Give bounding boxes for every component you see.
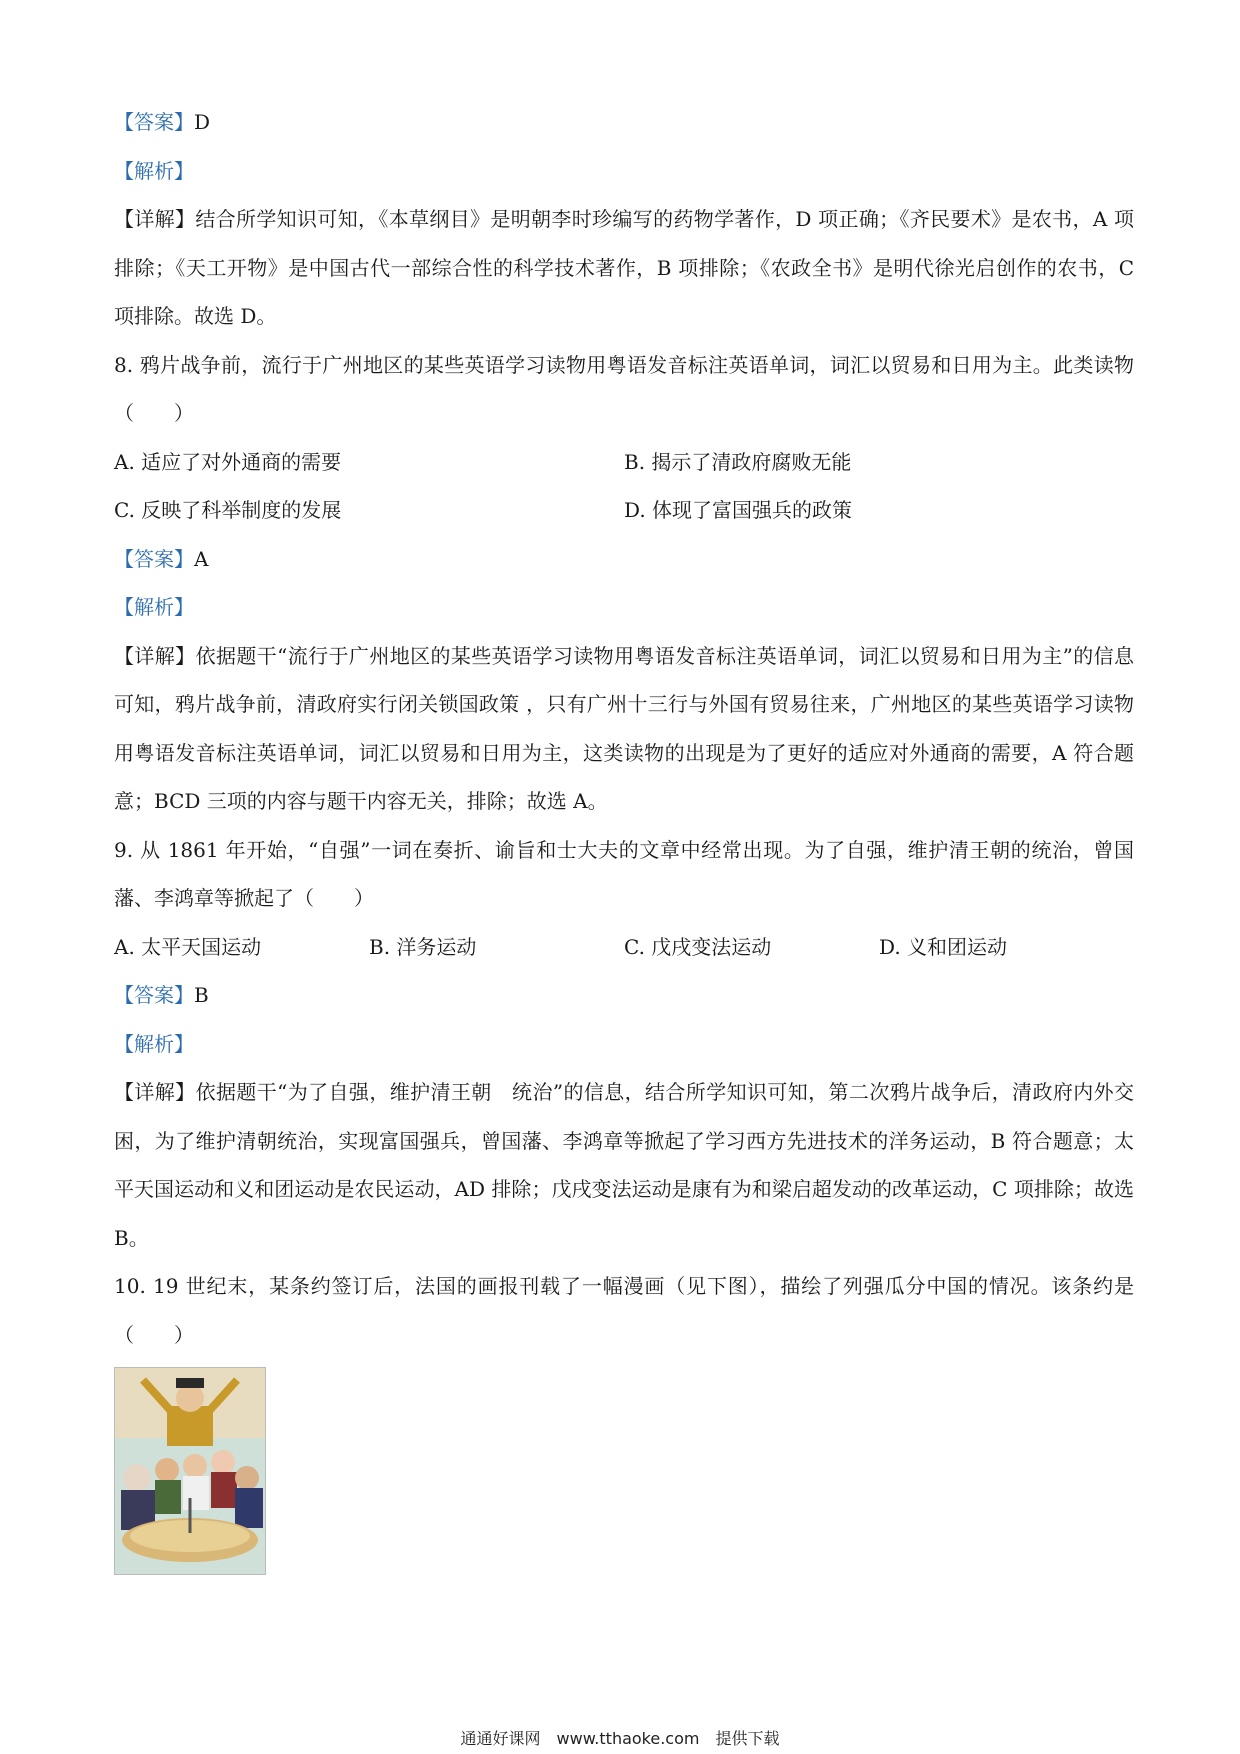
- answer-value: A: [194, 546, 209, 571]
- q9-analysis: [114, 1020, 1134, 1069]
- q7-answer: [114, 98, 1134, 147]
- q8-option-c: C. 反映了科举制度的发展: [114, 498, 342, 522]
- cartoon-illustration: [115, 1368, 265, 1574]
- detail-text: 依据题干“流行于广州地区的某些英语学习读物用粤语发音标注英语单词，词汇以贸易和日用为主”的信息可知，鸦片战争前，清政府实行闭关锁国政策 ，只有广州十三行与外国有贸易往来，广州地区的某些英语学习读物用粤语发音标注英语单词，词汇以贸易和日用为主，这类读物的出现是为了更好的适应对外通商的需要，A 符合题意；BCD 三项的内容与题干内容无关，排除；故选 A。: [114, 643, 1135, 813]
- analysis-tag: 【解析】: [114, 1031, 194, 1056]
- q7-analysis: [114, 147, 1134, 196]
- q8-option-a: A. 适应了对外通商的需要: [114, 449, 342, 474]
- analysis-tag: 【解析】: [114, 595, 194, 619]
- q7-detail: [114, 195, 1134, 341]
- q9-stem: 9. 从 1861 年开始，“自强”一词在奏折、谕旨和士大夫的文章中经常出现。为了自强，维护清王朝的统治，曾国藩、李鸿章等掀起了（ ）: [114, 837, 1134, 910]
- answer-value: D: [194, 110, 211, 134]
- answer-tag: 【答案】: [114, 110, 194, 134]
- q8-options-row-1: [114, 438, 1134, 487]
- detail-tag: 【详解】: [114, 643, 196, 668]
- q9-option-b: B. 洋务运动: [369, 934, 477, 959]
- q9-options-row: [114, 923, 1134, 972]
- q8-detail: [114, 632, 1134, 826]
- cartoon-figure: [114, 1367, 266, 1575]
- answer-tag: 【答案】: [114, 983, 194, 1007]
- q8-stem: 8. 鸦片战争前，流行于广州地区的某些英语学习读物用粤语发音标注英语单词，词汇以贸易和日用为主。此类读物（ ）: [114, 352, 1134, 425]
- page-footer: 通通好课网 www.tthaoke.com 提供下载: [460, 1729, 780, 1748]
- detail-tag: 【详解】: [114, 1080, 196, 1104]
- detail-text: 依据题干“为了自强，维护清王朝 统治”的信息，结合所学知识可知，第二次鸦片战争后，清政府内外交困，为了维护清朝统治，实现富国强兵，曾国藩、李鸿章等掀起了学习西方先进技术的洋务运动，B 符合题意；太平天国运动和义和团运动是农民运动，AD 排除；戊戌变法运动是康有为和梁启超发动的改革运动，C 项排除；故选 B。: [114, 1080, 1135, 1250]
- detail-tag: 【详解】: [114, 207, 196, 231]
- answer-tag: 【答案】: [114, 546, 194, 571]
- q8-option-d: D. 体现了富国强兵的政策: [624, 498, 853, 522]
- q9-option-a: A. 太平天国运动: [114, 934, 262, 959]
- q9-option-c: C. 戊戌变法运动: [624, 934, 772, 959]
- answer-value: B: [194, 983, 209, 1007]
- q9-option-d: D. 义和团运动: [879, 934, 1008, 959]
- page-content: [114, 98, 1134, 1575]
- q8-options-row-2: [114, 486, 1134, 535]
- q8-analysis: [114, 583, 1134, 632]
- q8-option-b: B. 揭示了清政府腐败无能: [624, 449, 852, 474]
- q10-stem: 10. 19 世纪末，某条约签订后，法国的画报刊载了一幅漫画（见下图），描绘了列强瓜分中国的情况。该条约是（ ）: [114, 1274, 1134, 1347]
- q9-detail: [114, 1068, 1134, 1262]
- q8-answer: [114, 535, 1134, 584]
- analysis-tag: 【解析】: [114, 158, 194, 183]
- q9-answer: [114, 971, 1134, 1020]
- detail-text: 结合所学知识可知，《本草纲目》是明朝李时珍编写的药物学著作，D 项正确；《齐民要术》是农书，A 项排除；《天工开物》是中国古代一部综合性的科学技术著作，B 项排除；《农政全书》是明代徐光启创作的农书，C 项排除。故选 D。: [114, 207, 1134, 328]
